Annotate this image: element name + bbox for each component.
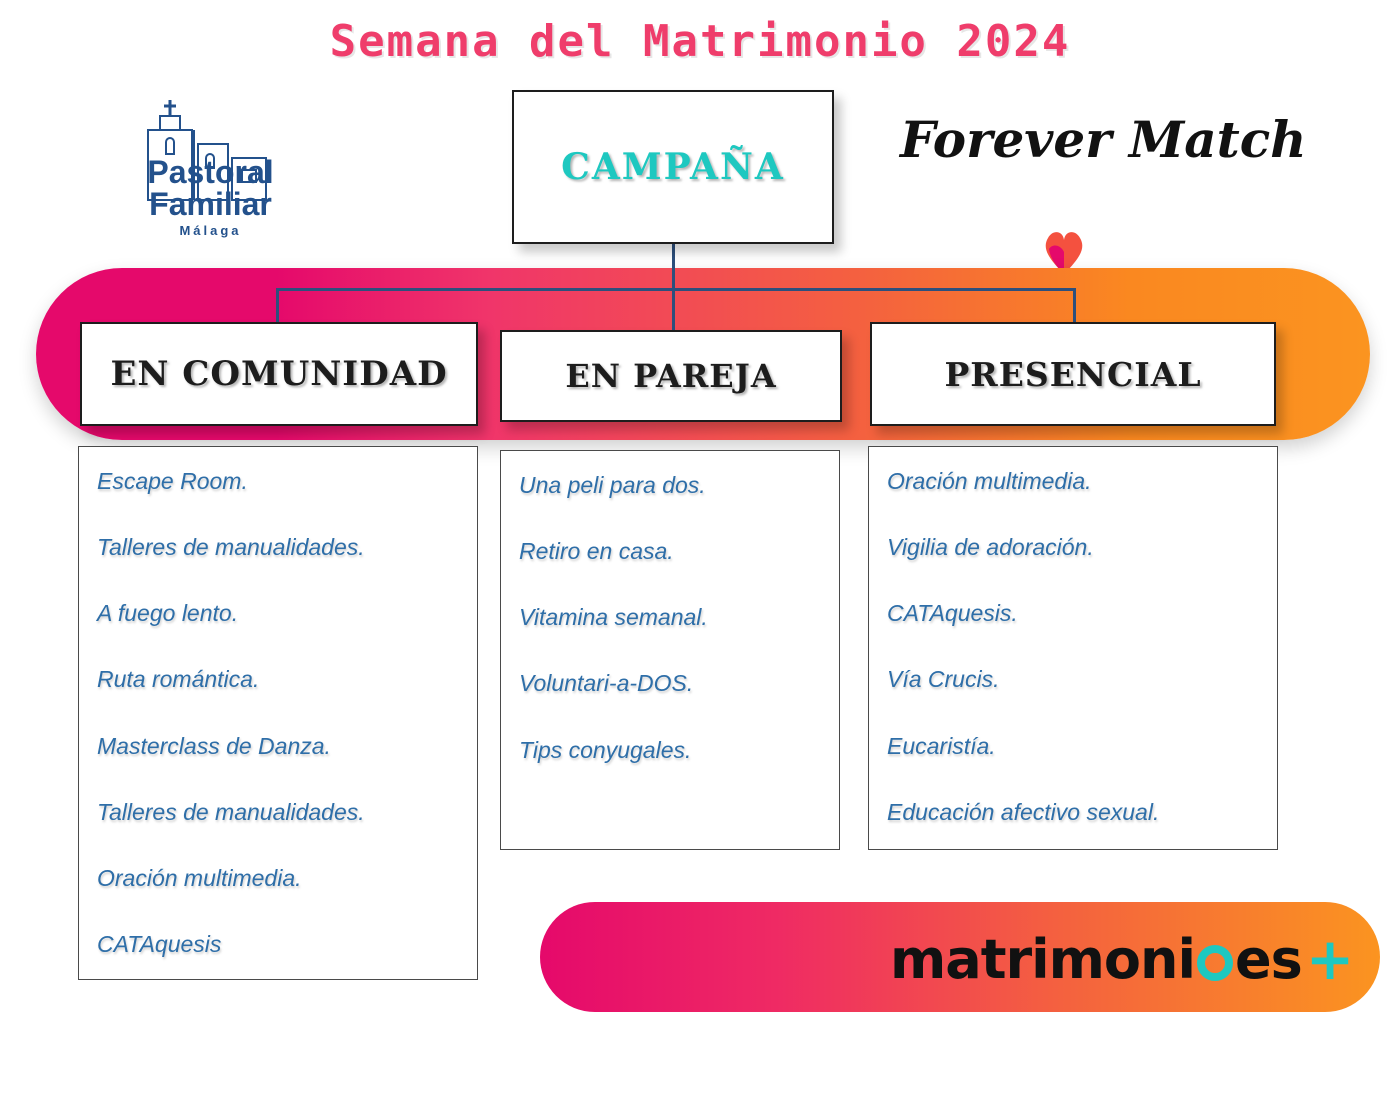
list-item: Vigilia de adoración.	[887, 534, 1094, 561]
pastoral-familiar-logo	[128, 96, 293, 241]
list-item: A fuego lento.	[97, 600, 239, 627]
connector-root-vertical	[672, 244, 675, 290]
logo-line-2: Familiar	[149, 186, 272, 222]
node-en-pareja-label: EN PAREJA	[565, 357, 777, 395]
connector-to-pareja	[672, 288, 675, 332]
logo-line-3: Málaga	[179, 223, 242, 238]
list-item: Escape Room.	[97, 468, 248, 494]
list-item: Masterclass de Danza.	[97, 732, 331, 759]
brand-part-1: matrimoni	[890, 927, 1195, 991]
brand-plus: +	[1305, 925, 1354, 993]
list-en-comunidad	[78, 446, 478, 980]
brand-o-icon	[1197, 945, 1233, 981]
logo-line-1: Pastoral	[147, 154, 274, 190]
brand-part-2: es	[1234, 927, 1302, 991]
node-en-comunidad-label: EN COMUNIDAD	[110, 354, 448, 394]
list-item: Retiro en casa.	[519, 538, 674, 565]
node-campana[interactable]	[512, 90, 834, 244]
list-item: Una peli para dos.	[519, 472, 706, 498]
forever-match-wordmark: Forever Match	[900, 110, 1307, 169]
logo-text	[128, 156, 293, 237]
list-item: Educación afectivo sexual.	[887, 798, 1160, 825]
connector-horizontal	[276, 288, 1076, 291]
matrimonios-logo	[890, 925, 1353, 993]
list-en-pareja	[500, 450, 840, 850]
list-item: Talleres de manualidades.	[97, 798, 365, 825]
list-item: Vitamina semanal.	[519, 604, 708, 631]
list-item: Oración multimedia.	[887, 468, 1092, 494]
list-presencial	[868, 446, 1278, 850]
list-item: CATAquesis.	[887, 600, 1018, 627]
node-campana-label: CAMPAÑA	[561, 146, 785, 188]
node-presencial[interactable]	[870, 322, 1276, 426]
node-presencial-label: PRESENCIAL	[944, 354, 1202, 394]
list-item: Tips conyugales.	[519, 736, 692, 763]
node-en-comunidad[interactable]	[80, 322, 478, 426]
list-item: Ruta romántica.	[97, 666, 260, 693]
list-item: Talleres de manualidades.	[97, 534, 365, 561]
list-item: CATAquesis	[97, 930, 222, 957]
page-title: Semana del Matrimonio 2024	[329, 16, 1071, 67]
list-item: Oración multimedia.	[97, 864, 302, 891]
node-en-pareja[interactable]	[500, 330, 842, 422]
list-item: Eucaristía.	[887, 732, 996, 759]
list-item: Vía Crucis.	[887, 666, 1000, 693]
list-item: Voluntari-a-DOS.	[519, 670, 694, 697]
